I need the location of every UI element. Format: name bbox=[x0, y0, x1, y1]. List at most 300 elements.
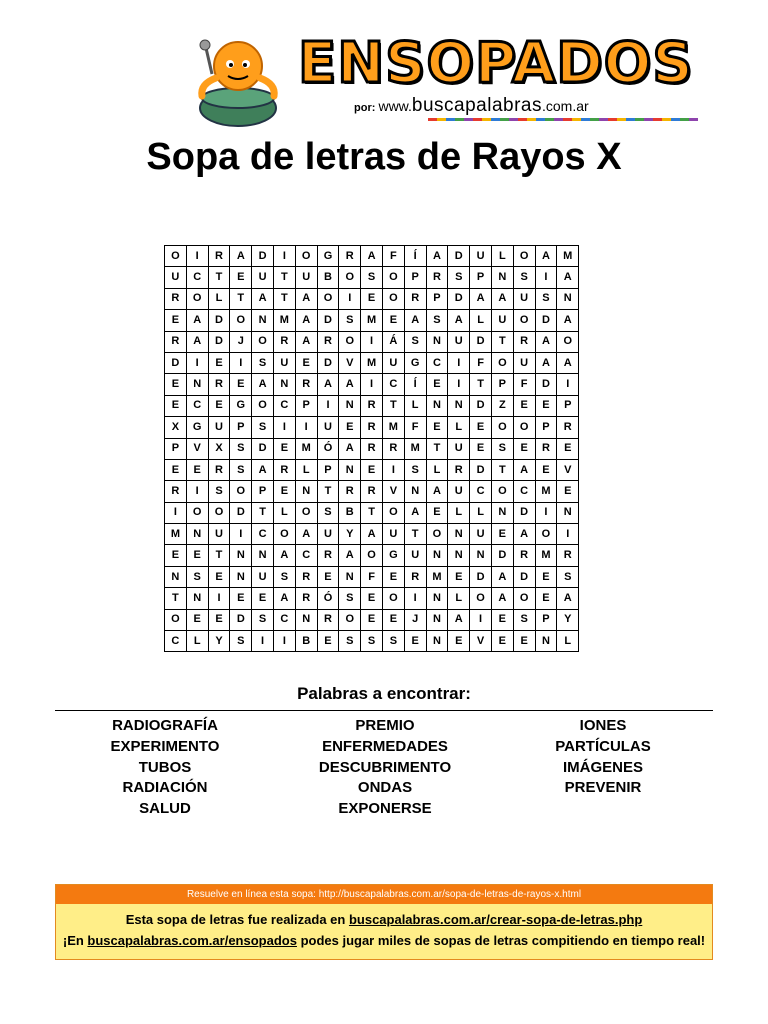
grid-cell: Y bbox=[557, 609, 579, 630]
grid-cell: O bbox=[513, 588, 535, 609]
grid-cell: M bbox=[535, 481, 557, 502]
grid-cell: I bbox=[317, 395, 339, 416]
grid-cell: O bbox=[491, 417, 513, 438]
grid-cell: R bbox=[513, 545, 535, 566]
grid-cell: Z bbox=[491, 395, 513, 416]
grid-cell: V bbox=[382, 481, 404, 502]
grid-cell: R bbox=[557, 417, 579, 438]
grid-cell: A bbox=[295, 331, 317, 352]
grid-cell: N bbox=[252, 545, 274, 566]
grid-cell: T bbox=[470, 374, 492, 395]
grid-cell: L bbox=[491, 246, 513, 267]
grid-cell: N bbox=[426, 588, 448, 609]
grid-cell: M bbox=[165, 524, 187, 545]
grid-cell: U bbox=[208, 417, 230, 438]
grid-cell: M bbox=[557, 246, 579, 267]
grid-cell: A bbox=[252, 374, 274, 395]
grid-cell: X bbox=[165, 417, 187, 438]
grid-cell: X bbox=[208, 438, 230, 459]
grid-cell: I bbox=[557, 374, 579, 395]
byline-www: www. bbox=[378, 98, 412, 114]
grid-cell: L bbox=[448, 502, 470, 523]
grid-cell: E bbox=[491, 631, 513, 652]
grid-cell: O bbox=[230, 310, 252, 331]
grid-cell: M bbox=[361, 310, 383, 331]
grid-cell: R bbox=[382, 438, 404, 459]
grid-cell: O bbox=[339, 609, 361, 630]
grid-cell: A bbox=[252, 288, 274, 309]
grid-row bbox=[165, 267, 579, 288]
grid-cell: L bbox=[208, 288, 230, 309]
grid-cell: O bbox=[317, 288, 339, 309]
grid-cell: E bbox=[470, 417, 492, 438]
grid-cell: R bbox=[208, 246, 230, 267]
grid-cell: T bbox=[491, 459, 513, 480]
word-item: RADIACIÓN bbox=[122, 779, 208, 797]
grid-cell: T bbox=[361, 502, 383, 523]
grid-cell: R bbox=[557, 545, 579, 566]
grid-cell: R bbox=[404, 566, 426, 587]
grid-cell: M bbox=[382, 417, 404, 438]
grid-cell: A bbox=[448, 609, 470, 630]
grid-cell: A bbox=[317, 374, 339, 395]
grid-cell: E bbox=[295, 352, 317, 373]
grid-cell: A bbox=[535, 246, 557, 267]
grid-cell: N bbox=[252, 310, 274, 331]
grid-row bbox=[165, 395, 579, 416]
grid-cell: N bbox=[295, 481, 317, 502]
grid-cell: U bbox=[404, 545, 426, 566]
grid-cell: A bbox=[361, 246, 383, 267]
grid-cell: A bbox=[361, 524, 383, 545]
grid-cell: D bbox=[448, 246, 470, 267]
grid-cell: N bbox=[339, 395, 361, 416]
grid-cell: D bbox=[491, 545, 513, 566]
grid-cell: L bbox=[470, 502, 492, 523]
grid-cell: O bbox=[491, 352, 513, 373]
grid-cell: E bbox=[382, 609, 404, 630]
grid-cell: A bbox=[426, 246, 448, 267]
grid-cell: O bbox=[273, 524, 295, 545]
grid-row bbox=[165, 545, 579, 566]
grid-cell: N bbox=[426, 331, 448, 352]
grid-cell: A bbox=[535, 331, 557, 352]
grid-cell: U bbox=[317, 417, 339, 438]
footer-line-2-prefix: ¡En bbox=[62, 933, 88, 948]
grid-cell: T bbox=[382, 395, 404, 416]
grid-cell: N bbox=[426, 631, 448, 652]
grid-cell: I bbox=[252, 631, 274, 652]
byline-domain: buscapalabras bbox=[411, 95, 542, 116]
grid-cell: M bbox=[535, 545, 557, 566]
grid-cell: E bbox=[557, 481, 579, 502]
grid-cell: E bbox=[361, 459, 383, 480]
grid-cell: O bbox=[491, 481, 513, 502]
grid-cell: E bbox=[361, 288, 383, 309]
grid-cell: T bbox=[404, 524, 426, 545]
grid-cell: P bbox=[491, 374, 513, 395]
grid-cell: A bbox=[513, 459, 535, 480]
word-item: ENFERMEDADES bbox=[322, 737, 448, 755]
grid-cell: P bbox=[165, 438, 187, 459]
grid-cell: N bbox=[557, 502, 579, 523]
grid-cell: J bbox=[404, 609, 426, 630]
grid-cell: O bbox=[339, 267, 361, 288]
grid-cell: S bbox=[404, 459, 426, 480]
grid-cell: E bbox=[535, 395, 557, 416]
grid-cell: R bbox=[295, 588, 317, 609]
grid-cell: L bbox=[426, 459, 448, 480]
word-item: PARTÍCULAS bbox=[555, 737, 651, 755]
grid-cell: B bbox=[295, 631, 317, 652]
grid-cell: I bbox=[557, 524, 579, 545]
word-item: RADIOGRAFÍA bbox=[112, 717, 218, 734]
grid-cell: O bbox=[513, 310, 535, 331]
grid-cell: O bbox=[295, 502, 317, 523]
grid-cell: E bbox=[535, 566, 557, 587]
footer-line-1-text: Esta sopa de letras fue realizada en bbox=[125, 912, 349, 927]
grid-cell: E bbox=[317, 631, 339, 652]
grid-cell: R bbox=[361, 417, 383, 438]
grid-cell: R bbox=[295, 374, 317, 395]
grid-cell: N bbox=[426, 545, 448, 566]
grid-cell: E bbox=[513, 438, 535, 459]
grid-cell: D bbox=[470, 459, 492, 480]
grid-cell: R bbox=[165, 288, 187, 309]
grid-cell: C bbox=[295, 545, 317, 566]
grid-cell: E bbox=[273, 481, 295, 502]
grid-cell: N bbox=[557, 288, 579, 309]
grid-cell: O bbox=[361, 545, 383, 566]
grid-cell: E bbox=[165, 459, 187, 480]
grid-cell: T bbox=[426, 438, 448, 459]
grid-cell: D bbox=[230, 609, 252, 630]
grid-row bbox=[165, 246, 579, 267]
grid-cell: I bbox=[165, 502, 187, 523]
grid-cell: N bbox=[339, 566, 361, 587]
grid-cell: O bbox=[186, 502, 208, 523]
grid-row bbox=[165, 438, 579, 459]
grid-cell: O bbox=[252, 331, 274, 352]
grid-cell: T bbox=[273, 267, 295, 288]
grid-cell: C bbox=[513, 481, 535, 502]
grid-row bbox=[165, 588, 579, 609]
grid-cell: E bbox=[470, 438, 492, 459]
grid-cell: G bbox=[317, 246, 339, 267]
brand-stripes bbox=[428, 118, 698, 121]
grid-cell: J bbox=[230, 331, 252, 352]
grid-row bbox=[165, 310, 579, 331]
grid-cell: E bbox=[230, 267, 252, 288]
grid-cell: U bbox=[252, 566, 274, 587]
grid-cell: N bbox=[273, 374, 295, 395]
grid-cell: A bbox=[535, 352, 557, 373]
grid-cell: V bbox=[186, 438, 208, 459]
grid-cell: G bbox=[186, 417, 208, 438]
grid-cell: E bbox=[426, 374, 448, 395]
grid-cell: N bbox=[448, 545, 470, 566]
grid-cell: V bbox=[470, 631, 492, 652]
grid-cell: C bbox=[470, 481, 492, 502]
grid-cell: A bbox=[273, 588, 295, 609]
grid-cell: R bbox=[339, 481, 361, 502]
grid-cell: O bbox=[513, 417, 535, 438]
grid-cell: C bbox=[186, 267, 208, 288]
grid-cell: T bbox=[165, 588, 187, 609]
word-list-column-3 bbox=[508, 716, 698, 799]
grid-cell: A bbox=[557, 267, 579, 288]
grid-cell: A bbox=[186, 331, 208, 352]
grid-cell: U bbox=[448, 331, 470, 352]
grid-row bbox=[165, 502, 579, 523]
grid-cell: R bbox=[317, 331, 339, 352]
grid-cell: A bbox=[491, 566, 513, 587]
grid-cell: C bbox=[426, 352, 448, 373]
grid-cell: R bbox=[426, 267, 448, 288]
grid-row bbox=[165, 631, 579, 652]
footer-line-2-text: podes jugar miles de sopas de letras compitiendo en tiempo real! bbox=[296, 933, 706, 948]
grid-cell: B bbox=[317, 267, 339, 288]
grid-cell: T bbox=[317, 481, 339, 502]
grid-cell: U bbox=[208, 524, 230, 545]
word-item: EXPONERSE bbox=[338, 800, 432, 818]
grid-cell: T bbox=[273, 288, 295, 309]
grid-cell: F bbox=[404, 417, 426, 438]
grid-cell: L bbox=[404, 395, 426, 416]
grid-cell: A bbox=[557, 310, 579, 331]
grid-cell: S bbox=[186, 566, 208, 587]
grid-cell: C bbox=[165, 631, 187, 652]
grid-row bbox=[165, 374, 579, 395]
word-list-column-2 bbox=[290, 716, 480, 820]
grid-cell: S bbox=[448, 267, 470, 288]
grid-cell: N bbox=[230, 545, 252, 566]
grid-cell: A bbox=[273, 545, 295, 566]
grid-cell: D bbox=[470, 331, 492, 352]
grid-cell: A bbox=[470, 288, 492, 309]
grid-cell: E bbox=[339, 417, 361, 438]
grid-cell: N bbox=[448, 524, 470, 545]
grid-cell: I bbox=[273, 246, 295, 267]
grid-cell: E bbox=[426, 502, 448, 523]
word-search-grid bbox=[164, 245, 579, 652]
grid-cell: L bbox=[186, 631, 208, 652]
grid-cell: D bbox=[252, 246, 274, 267]
grid-cell: R bbox=[317, 545, 339, 566]
grid-cell: A bbox=[252, 459, 274, 480]
grid-cell: P bbox=[317, 459, 339, 480]
grid-cell: E bbox=[382, 566, 404, 587]
grid-cell: T bbox=[491, 331, 513, 352]
grid-cell: I bbox=[535, 267, 557, 288]
grid-cell: O bbox=[208, 502, 230, 523]
grid-cell: E bbox=[165, 310, 187, 331]
grid-cell: V bbox=[339, 352, 361, 373]
grid-cell: E bbox=[404, 631, 426, 652]
grid-cell: S bbox=[426, 310, 448, 331]
grid-cell: Í bbox=[404, 246, 426, 267]
grid-cell: P bbox=[535, 417, 557, 438]
grid-cell: D bbox=[317, 310, 339, 331]
grid-row bbox=[165, 524, 579, 545]
grid-cell: A bbox=[339, 374, 361, 395]
grid-cell: C bbox=[252, 524, 274, 545]
grid-cell: A bbox=[339, 545, 361, 566]
grid-cell: D bbox=[230, 502, 252, 523]
grid-cell: P bbox=[252, 481, 274, 502]
grid-cell: A bbox=[186, 310, 208, 331]
words-title: Palabras a encontrar: bbox=[297, 684, 471, 703]
grid-cell: N bbox=[448, 395, 470, 416]
grid-cell: O bbox=[382, 267, 404, 288]
grid-cell: R bbox=[404, 288, 426, 309]
grid-cell: A bbox=[404, 502, 426, 523]
grid-cell: O bbox=[513, 246, 535, 267]
grid-cell: R bbox=[165, 481, 187, 502]
grid-cell: S bbox=[252, 609, 274, 630]
grid-cell: G bbox=[382, 545, 404, 566]
grid-cell: A bbox=[230, 246, 252, 267]
grid-cell: O bbox=[186, 288, 208, 309]
grid-cell: P bbox=[535, 609, 557, 630]
grid-cell: Á bbox=[382, 331, 404, 352]
grid-row bbox=[165, 566, 579, 587]
grid-cell: E bbox=[165, 545, 187, 566]
grid-cell: E bbox=[186, 545, 208, 566]
grid-cell: A bbox=[557, 352, 579, 373]
grid-cell: L bbox=[295, 459, 317, 480]
word-item: TUBOS bbox=[138, 758, 192, 776]
grid-cell: R bbox=[361, 481, 383, 502]
grid-cell: D bbox=[252, 438, 274, 459]
grid-cell: E bbox=[230, 588, 252, 609]
grid-cell: Y bbox=[208, 631, 230, 652]
grid-cell: F bbox=[513, 374, 535, 395]
grid-cell: A bbox=[448, 310, 470, 331]
word-item: PREVENIR bbox=[564, 779, 642, 797]
grid-cell: U bbox=[491, 310, 513, 331]
grid-cell: N bbox=[426, 609, 448, 630]
word-list-column-1 bbox=[70, 716, 260, 820]
grid-cell: S bbox=[382, 631, 404, 652]
ensopados-link[interactable]: buscapalabras.com.ar/ensopados bbox=[87, 933, 297, 948]
grid-cell: A bbox=[295, 524, 317, 545]
grid-cell: N bbox=[339, 459, 361, 480]
grid-cell: D bbox=[513, 566, 535, 587]
grid-cell: A bbox=[295, 288, 317, 309]
grid-cell: A bbox=[295, 310, 317, 331]
grid-cell: U bbox=[252, 267, 274, 288]
grid-cell: N bbox=[470, 545, 492, 566]
footer-box bbox=[55, 884, 713, 960]
word-item: IMÁGENES bbox=[562, 758, 643, 776]
grid-cell: E bbox=[513, 631, 535, 652]
byline-suffix: .com.ar bbox=[542, 98, 589, 114]
grid-cell: S bbox=[513, 267, 535, 288]
grid-cell: S bbox=[513, 609, 535, 630]
create-link[interactable]: buscapalabras.com.ar/crear-sopa-de-letras.php bbox=[348, 912, 643, 927]
grid-cell: R bbox=[317, 609, 339, 630]
grid-cell: E bbox=[273, 438, 295, 459]
grid-cell: T bbox=[208, 267, 230, 288]
grid-cell: E bbox=[361, 609, 383, 630]
grid-cell: L bbox=[470, 310, 492, 331]
grid-cell: I bbox=[295, 417, 317, 438]
grid-cell: E bbox=[165, 374, 187, 395]
grid-row bbox=[165, 609, 579, 630]
grid-cell: O bbox=[252, 395, 274, 416]
grid-cell: S bbox=[535, 288, 557, 309]
grid-cell: R bbox=[273, 459, 295, 480]
grid-row bbox=[165, 331, 579, 352]
grid-cell: E bbox=[491, 609, 513, 630]
grid-cell: I bbox=[404, 588, 426, 609]
grid-cell: C bbox=[382, 374, 404, 395]
grid-cell: I bbox=[186, 481, 208, 502]
grid-cell: S bbox=[317, 502, 339, 523]
grid-cell: A bbox=[491, 588, 513, 609]
grid-cell: O bbox=[165, 609, 187, 630]
grid-cell: Ó bbox=[317, 588, 339, 609]
grid-cell: I bbox=[382, 459, 404, 480]
grid-cell: R bbox=[295, 566, 317, 587]
grid-cell: F bbox=[382, 246, 404, 267]
grid-cell: T bbox=[252, 502, 274, 523]
word-item: PREMIO bbox=[355, 717, 415, 734]
grid-cell: E bbox=[426, 417, 448, 438]
grid-cell: S bbox=[252, 417, 274, 438]
grid-cell: U bbox=[470, 246, 492, 267]
grid-cell: O bbox=[230, 481, 252, 502]
grid-cell: E bbox=[317, 566, 339, 587]
grid-cell: E bbox=[361, 588, 383, 609]
grid-cell: I bbox=[448, 352, 470, 373]
grid-cell: L bbox=[448, 588, 470, 609]
grid-cell: N bbox=[491, 502, 513, 523]
grid-cell: M bbox=[295, 438, 317, 459]
grid-cell: A bbox=[513, 524, 535, 545]
grid-cell: I bbox=[186, 352, 208, 373]
grid-cell: S bbox=[273, 566, 295, 587]
grid-cell: N bbox=[295, 609, 317, 630]
grid-cell: I bbox=[273, 417, 295, 438]
grid-cell: Í bbox=[404, 374, 426, 395]
grid-cell: D bbox=[317, 352, 339, 373]
grid-cell: N bbox=[186, 588, 208, 609]
online-link-bar[interactable]: Resuelve en línea esta sopa: http://buscapalabras.com.ar/sopa-de-letras-de-rayos-x.html bbox=[56, 885, 712, 904]
grid-cell: G bbox=[230, 395, 252, 416]
grid-cell: P bbox=[404, 267, 426, 288]
grid-cell: T bbox=[230, 288, 252, 309]
grid-cell: E bbox=[513, 395, 535, 416]
grid-cell: A bbox=[339, 438, 361, 459]
grid-cell: O bbox=[535, 524, 557, 545]
grid-cell: U bbox=[382, 352, 404, 373]
grid-cell: S bbox=[230, 438, 252, 459]
grid-cell: E bbox=[208, 352, 230, 373]
grid-cell: S bbox=[361, 267, 383, 288]
grid-cell: N bbox=[491, 267, 513, 288]
grid-cell: E bbox=[448, 631, 470, 652]
grid-cell: O bbox=[165, 246, 187, 267]
grid-cell: D bbox=[208, 331, 230, 352]
grid-cell: A bbox=[557, 588, 579, 609]
grid-row bbox=[165, 481, 579, 502]
grid-cell: A bbox=[426, 481, 448, 502]
grid-cell: C bbox=[273, 395, 295, 416]
grid-cell: Y bbox=[339, 524, 361, 545]
grid-cell: S bbox=[252, 352, 274, 373]
